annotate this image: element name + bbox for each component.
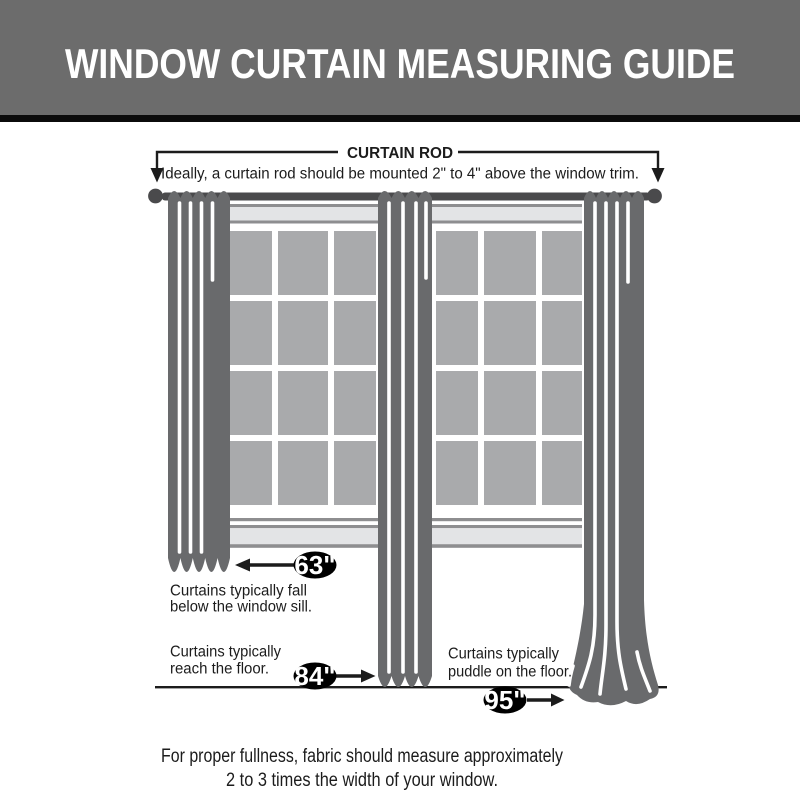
header-banner: [0, 0, 800, 122]
curtain-panel-sill-length: [168, 191, 230, 572]
note-puddle-line-2: puddle on the floor.: [448, 663, 572, 681]
curtain-panel-puddle-length: [569, 191, 659, 705]
measurement-value: 63": [294, 550, 336, 580]
curtain-rod-callout: [151, 145, 665, 183]
rod-finial-right: [647, 189, 662, 204]
rod-finial-left: [148, 189, 163, 204]
note-floor-line-2: reach the floor.: [170, 660, 269, 678]
page-title: WINDOW CURTAIN MEASURING GUIDE: [65, 40, 735, 87]
fullness-note-line-2: 2 to 3 times the width of your window.: [226, 770, 498, 791]
down-arrow-icon: [652, 168, 665, 183]
note-sill-line-2: below the window sill.: [170, 598, 312, 616]
right-arrow-icon: [551, 694, 565, 707]
measurement-value: 95": [484, 685, 526, 715]
measurement-95: [448, 646, 572, 716]
rod-mounting-note: Ideally, a curtain rod should be mounted 2" to 4" above the window trim.: [161, 165, 639, 183]
fullness-note-line-1: For proper fullness, fabric should measure approximately: [161, 746, 564, 767]
measurement-84: [170, 644, 376, 692]
measurement-value: 84": [294, 661, 336, 691]
fullness-note: [161, 746, 563, 791]
note-floor-line-1: Curtains typically: [170, 643, 282, 661]
right-arrow-icon: [361, 670, 376, 683]
left-arrow-icon: [235, 559, 250, 572]
banner-underline: [0, 115, 800, 122]
curtain-rod-label: CURTAIN ROD: [347, 145, 453, 162]
note-puddle-line-1: Curtains typically: [448, 645, 560, 663]
curtain-panel-floor-length: [378, 191, 432, 687]
note-sill-line-1: Curtains typically fall: [170, 582, 307, 600]
